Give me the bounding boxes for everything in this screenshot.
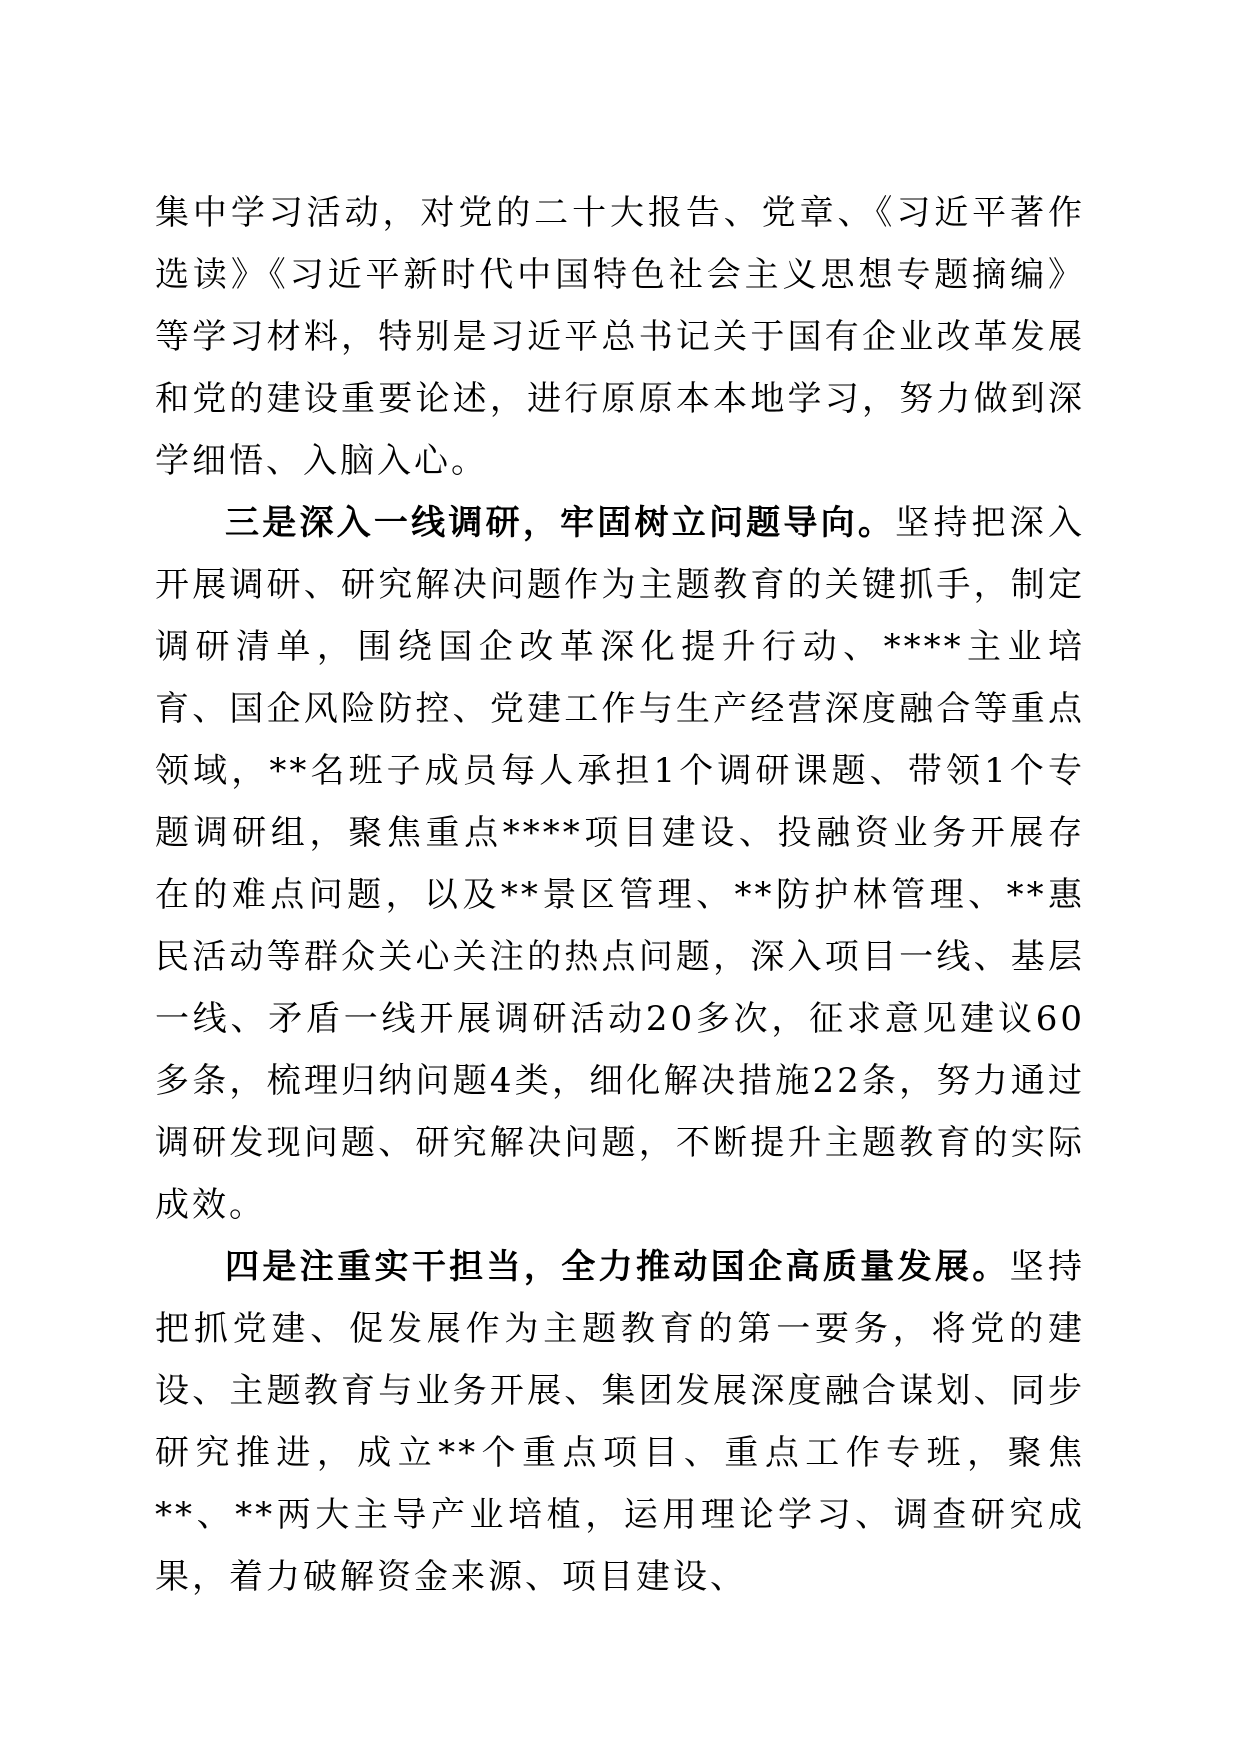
paragraph-text: 坚持把深入开展调研、研究解决问题作为主题教育的关键抓手，制定调研清单，围绕国企改革深化提升行动、****主业培育、国企风险防控、党建工作与生产经营深度融合等重点领域，**名班子成员每人承担1个调研课题、带领1个专题调研组，聚焦重点****项目建设、投融资业务开展存在的难点问题，以及**景区管理、**防护林管理、**惠民活动等群众关心关注的热点问题，深入项目一线、基层一线、矛盾一线开展调研活动20多次，征求意见建议60多条，梳理归纳问题4类，细化解决措施22条，努力通过调研发现问题、研究解决问题，不断提升主题教育的实际成效。: [155, 503, 1086, 1225]
paragraph-lead-heading: 四是注重实干担当，全力推动国企高质量发展。: [225, 1247, 1010, 1287]
paragraph-research: [155, 492, 1085, 1236]
paragraph-development: [155, 1236, 1085, 1608]
paragraph-lead-heading: 三是深入一线调研，牢固树立问题导向。: [225, 503, 896, 543]
paragraph-continued-study: [155, 182, 1085, 492]
paragraph-text: 坚持把抓党建、促发展作为主题教育的第一要务，将党的建设、主题教育与业务开展、集团发展深度融合谋划、同步研究推进，成立**个重点项目、重点工作专班，聚焦**、**两大主导产业培植，运用理论学习、调查研究成果，着力破解资金来源、项目建设、: [155, 1247, 1086, 1597]
paragraph-text: 集中学习活动，对党的二十大报告、党章、《习近平著作选读》《习近平新时代中国特色社会主义思想专题摘编》等学习材料，特别是习近平总书记关于国有企业改革发展和党的建设重要论述，进行原原本本地学习，努力做到深学细悟、入脑入心。: [155, 193, 1085, 481]
document-body: [155, 182, 1085, 1608]
